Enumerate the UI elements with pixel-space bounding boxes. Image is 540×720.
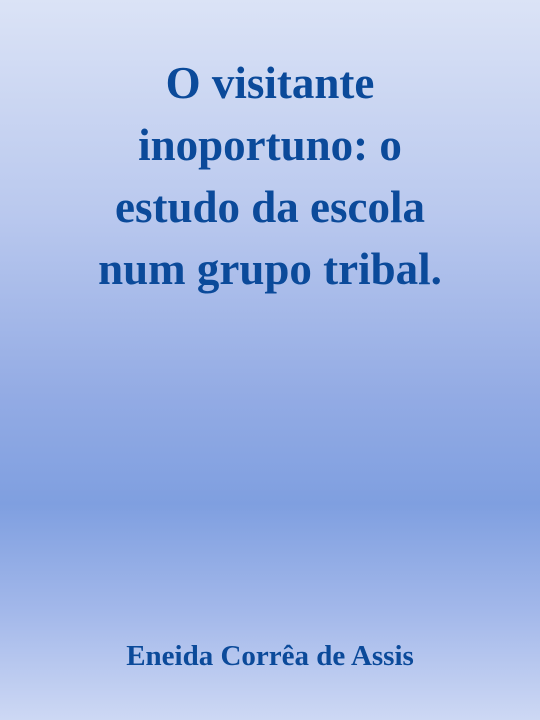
book-title-line-3: estudo da escola — [114, 182, 425, 232]
book-title-line-1: O visitante — [165, 58, 375, 108]
book-author: Eneida Corrêa de Assis — [126, 640, 414, 672]
book-title-line-2: inoportuno: o — [138, 120, 402, 170]
book-title-line-4: num grupo tribal. — [98, 244, 442, 294]
book-title — [20, 52, 520, 300]
